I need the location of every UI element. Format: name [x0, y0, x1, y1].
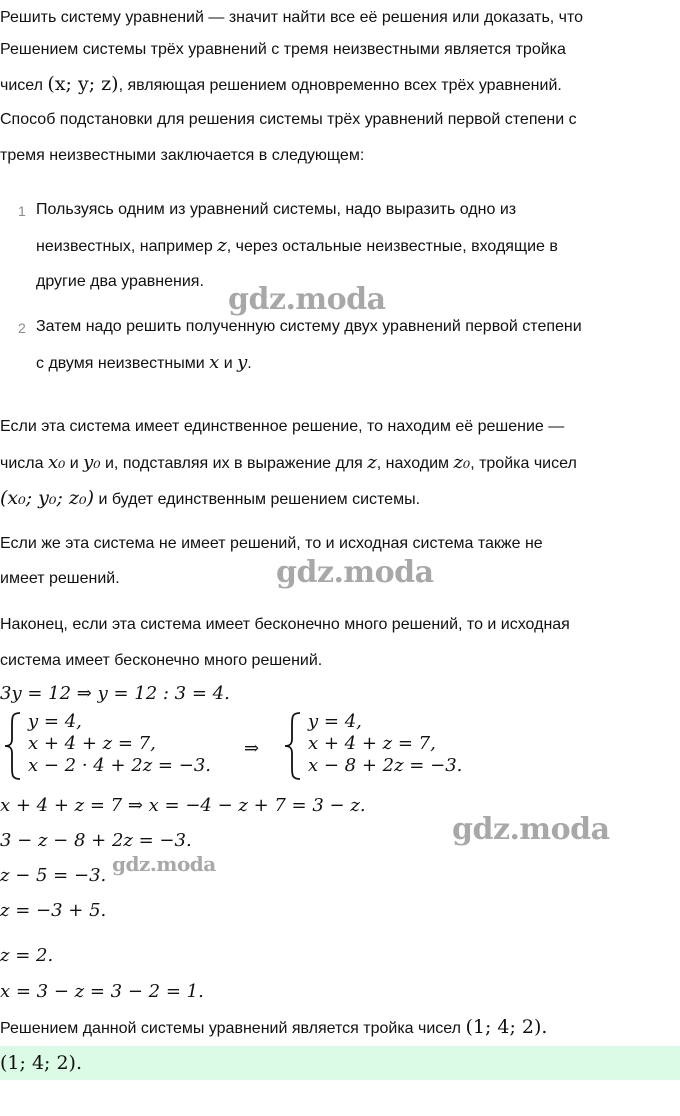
step-1-line-3: другие два уравнения. [36, 273, 204, 290]
system-b-row-2: x + 4 + z = 7, [308, 733, 436, 754]
intro-line-1: Решить систему уравнений — значит найти все её решения или доказать, что [0, 9, 584, 26]
step-number-2: 2 [18, 320, 26, 336]
p1-line-3: (x₀; y₀; z₀) и будет единственным решением системы. [0, 487, 421, 509]
system-a-row-1: y = 4, [28, 711, 82, 732]
equation-5: z = −3 + 5. [0, 900, 107, 921]
equation-2: x + 4 + z = 7 ⇒ x = −4 − z + 7 = 3 − z. [0, 795, 366, 816]
watermark-logo: gdz.moda [276, 555, 434, 590]
intro-line-3-tail: , являющая решением одновременно всех трёх уравнений. [118, 77, 562, 94]
system-a-row-3: x − 2 · 4 + 2z = −3. [28, 755, 211, 776]
intro-line-4: Способ подстановки для решения системы трёх уравнений первой степени с [0, 111, 577, 128]
final-sentence: Решением данной системы уравнений является тройка чисел (1; 4; 2). [0, 1016, 548, 1038]
step-1-line-2: неизвестных, например z, через остальные неизвестные, входящие в [36, 235, 558, 256]
watermark-logo: gdz.moda [112, 852, 216, 876]
step-1-line-1: Пользуясь одним из уравнений системы, надо выразить одно из [36, 201, 517, 218]
system-b-row-3: x − 8 + 2z = −3. [308, 755, 463, 776]
var-z: z [217, 235, 227, 256]
step-2-line-2: с двумя неизвестными x и y. [36, 352, 252, 373]
intro-line-3 [0, 74, 562, 96]
p3-line-1: Наконец, если эта система имеет бесконечно много решений, то и исходная [0, 616, 570, 633]
p3-line-2: система имеет бесконечно много решений. [0, 652, 323, 669]
left-brace-icon [2, 711, 24, 781]
equation-3: 3 − z − 8 + 2z = −3. [0, 830, 192, 851]
p1-line-1: Если эта система имеет единственное решение, то находим её решение — [0, 418, 565, 435]
p2-line-2: имеет решений. [0, 570, 120, 587]
intro-line-3-text: чисел [0, 77, 48, 94]
p2-line-1: Если же эта система не имеет решений, то и исходная система также не [0, 535, 543, 552]
implies-arrow: ⇒ [244, 738, 260, 759]
step-2-line-1: Затем надо решить полученную систему двух уравнений первой степени [36, 318, 582, 335]
intro-line-5: тремя неизвестными заключается в следующем: [0, 147, 365, 164]
equation-1: 3y = 12 ⇒ y = 12 : 3 = 4. [0, 683, 230, 704]
equation-7: x = 3 − z = 3 − 2 = 1. [0, 981, 204, 1002]
answer-value: (1; 4; 2). [0, 1052, 83, 1074]
final-triple-math: (1; 4; 2). [465, 1016, 548, 1038]
p1-line-2: числа x₀ и y₀ и, подставляя их в выражение для z, находим z₀, тройка чисел [0, 452, 577, 473]
step-number-1: 1 [18, 203, 26, 219]
system-a-row-2: x + 4 + z = 7, [28, 733, 156, 754]
intro-line-2: Решением системы трёх уравнений с тремя неизвестными является тройка [0, 41, 566, 58]
watermark-logo: gdz.moda [452, 812, 610, 847]
left-brace-icon [282, 711, 304, 781]
watermark-logo: gdz.moda [228, 282, 386, 317]
triple-xyz-math: (x; y; z) [47, 73, 119, 95]
equation-6: z = 2. [0, 945, 54, 966]
answer-box [0, 1046, 680, 1080]
equation-4: z − 5 = −3. [0, 865, 107, 886]
system-b-row-1: y = 4, [308, 711, 362, 732]
